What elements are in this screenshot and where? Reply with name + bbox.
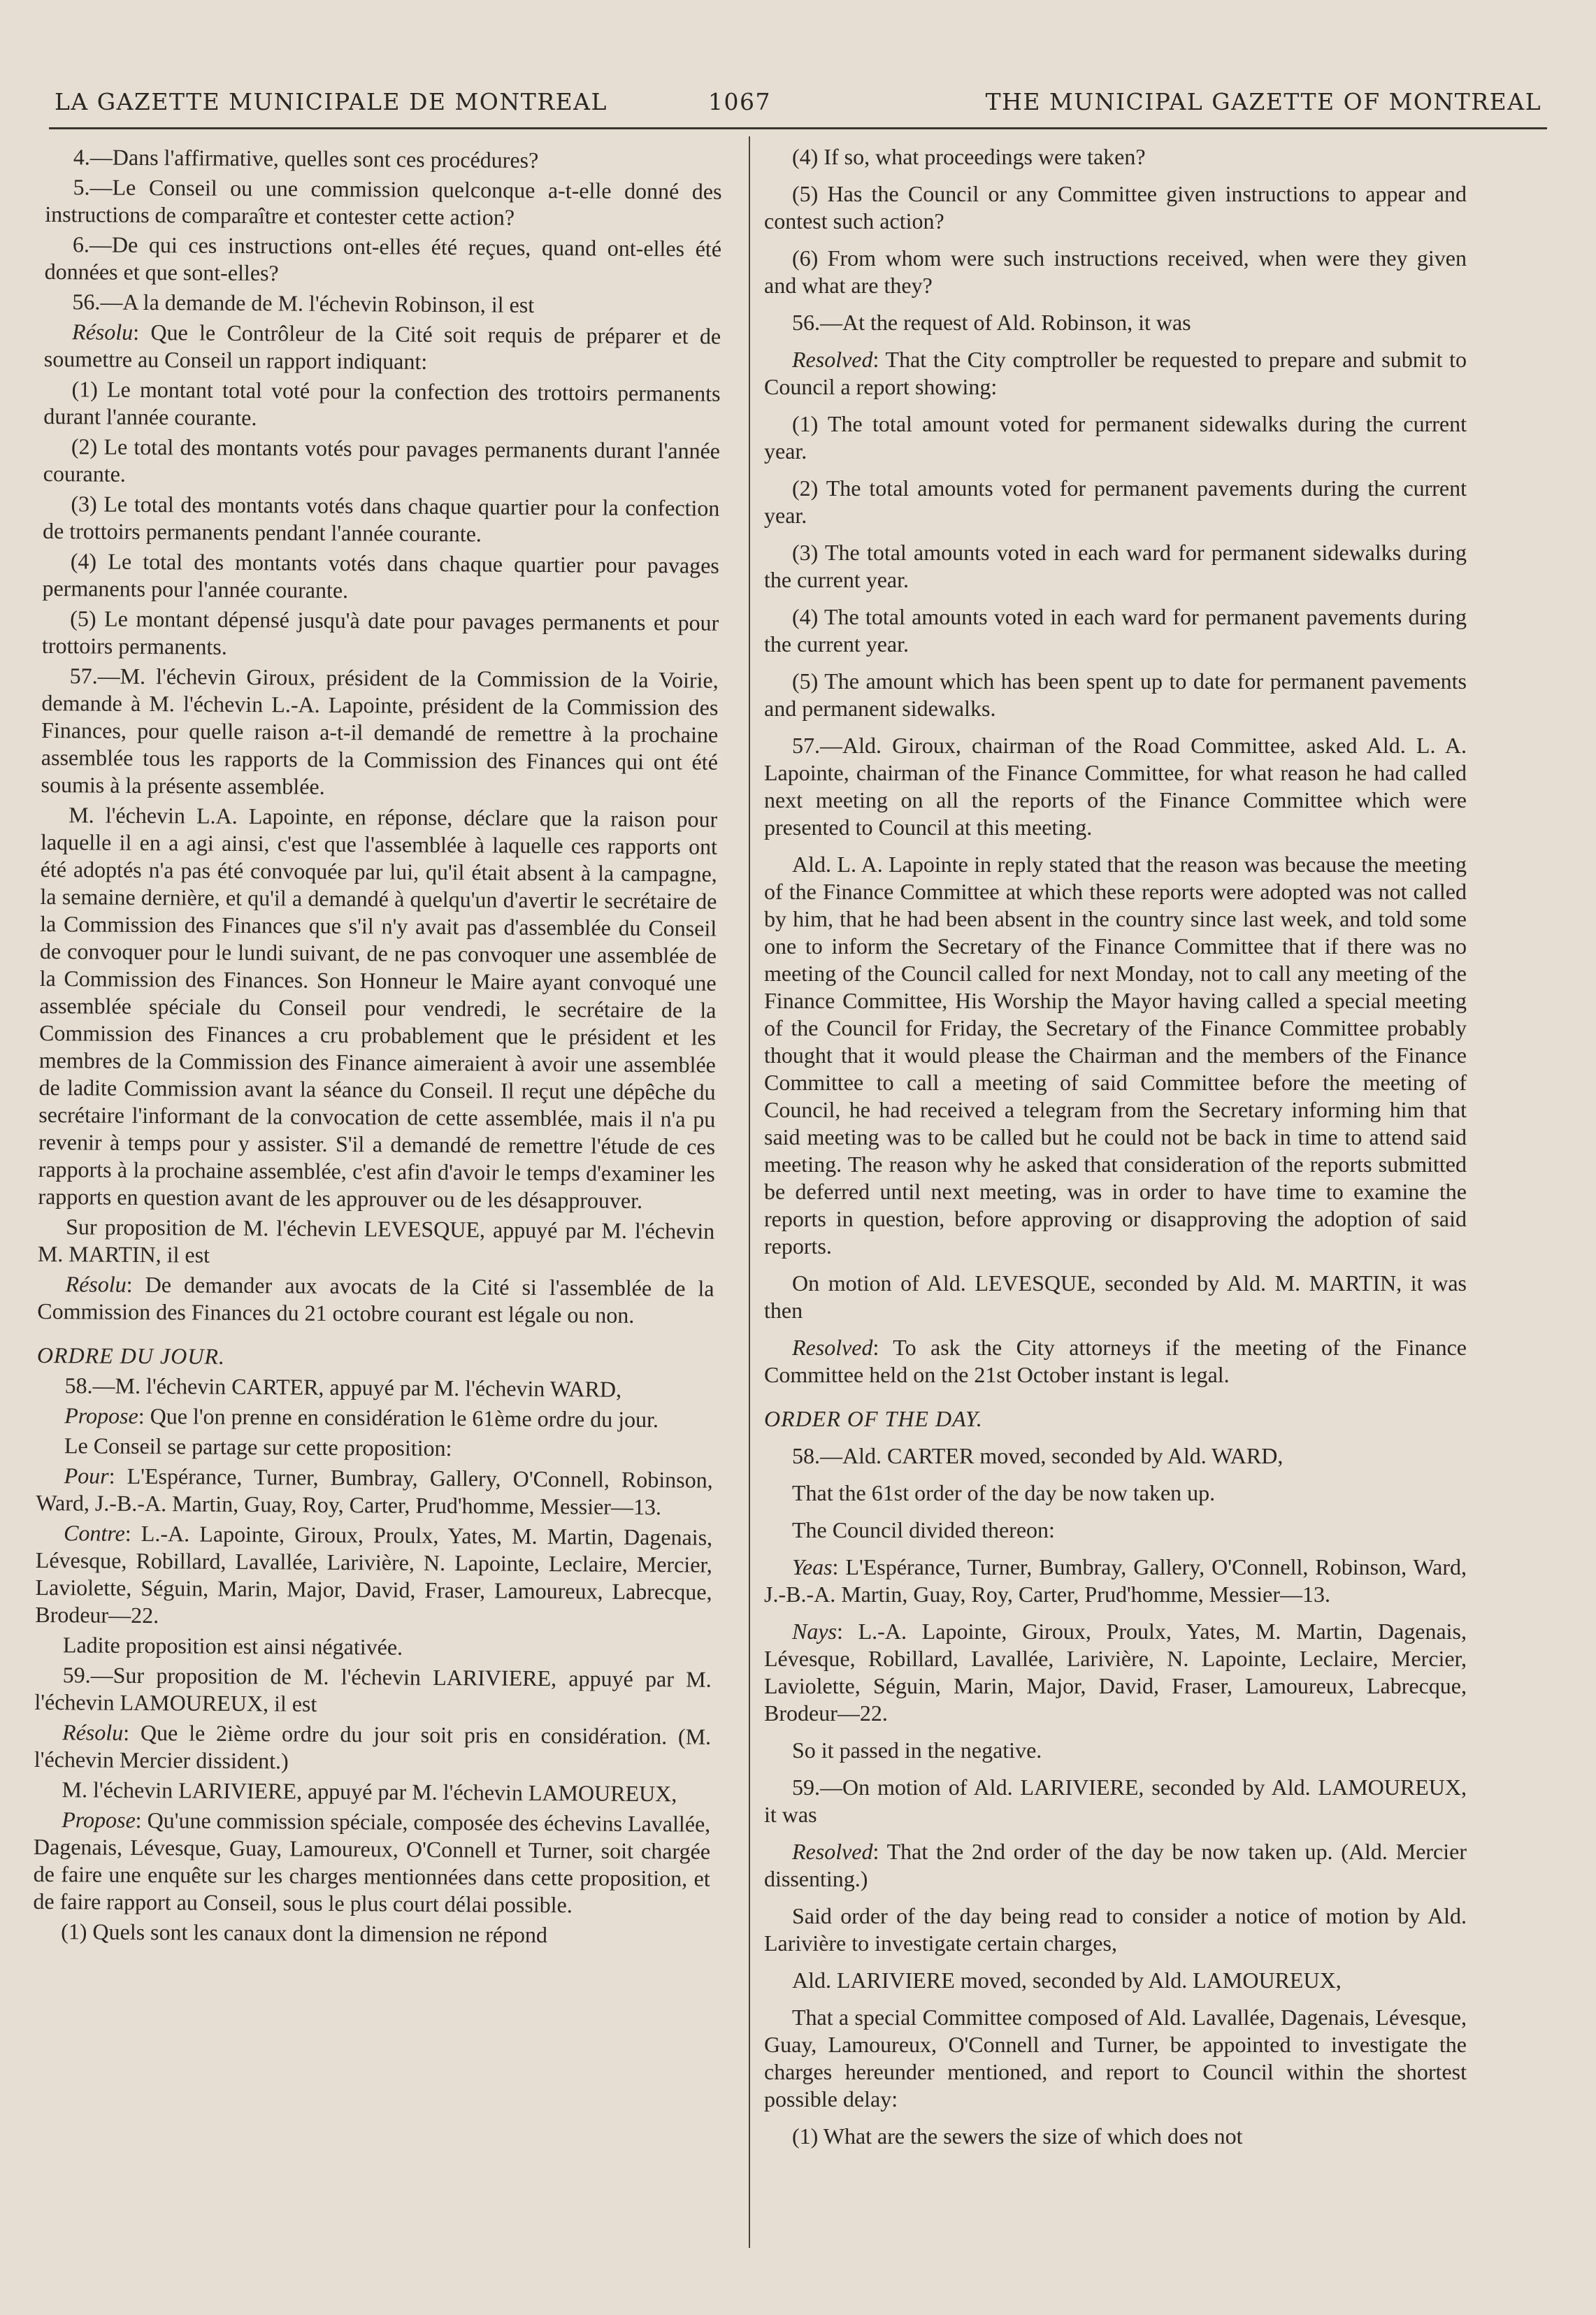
header-english-title: THE MUNICIPAL GAZETTE OF MONTREAL: [985, 88, 1541, 115]
french-paragraph: [36, 1402, 713, 1434]
paragraph-text: 57.—M. l'échevin Giroux, président de la Commission de la Voirie, demande à M. l'échevin L.-A. Lapointe, président de la Commission des Finances, pour quelle raison a-t-il demandé de remettre à la prochaine assemblée tous les rapports de la Commission des Finances qui ont été soumis à la présente assemblée.: [41, 663, 719, 799]
paragraph-text: 56.—A la demande de M. l'échevin Robinson, il est: [72, 289, 535, 317]
paragraph-lead: Contre: [64, 1520, 125, 1546]
paragraph-text: M. l'échevin LARIVIERE, appuyé par M. l'échevin LAMOUREUX,: [62, 1777, 677, 1807]
english-paragraph: [764, 2004, 1467, 2113]
english-paragraph: [764, 1517, 1467, 1544]
english-paragraph: [764, 2123, 1467, 2150]
english-column: [764, 143, 1467, 2160]
english-paragraph: [764, 475, 1467, 529]
french-paragraph: [36, 1432, 713, 1464]
paragraph-lead: Yeas: [792, 1554, 833, 1579]
header-french-title: LA GAZETTE MUNICIPALE DE MONTREAL: [55, 88, 608, 115]
english-paragraph: [764, 1737, 1467, 1764]
paragraph-text: (4) If so, what proceedings were taken?: [792, 144, 1146, 169]
paragraph-text: 57.—Ald. Giroux, chairman of the Road Committee, asked Ald. L. A. Lapointe, chairman of the Finance Committee, for what reason he had called next meeting on all the reports of the Finance Committee which were presented to Council at this meeting.: [764, 733, 1467, 840]
paragraph-text: (3) Le total des montants votés dans chaque quartier pour la confection de trottoirs permanents pendant l'année courante.: [43, 491, 720, 547]
french-paragraph: [36, 1462, 713, 1521]
paragraph-text: : L'Espérance, Turner, Bumbray, Gallery, O'Connell, Robinson, Ward, J.-B.-A. Martin, Guay, Roy, Carter, Prud'homme, Messier—13.: [36, 1463, 713, 1520]
paragraph-text: 59.—On motion of Ald. LARIVIERE, seconded by Ald. LAMOUREUX, it was: [764, 1775, 1467, 1827]
paragraph-text: Said order of the day being read to consider a notice of motion by Ald. Larivière to investigate certain charges,: [764, 1903, 1467, 1956]
page-header: [55, 76, 1541, 124]
paragraph-text: : L.-A. Lapointe, Giroux, Proulx, Yates, M. Martin, Dagenais, Lévesque, Robillard, Lavallée, Larivière, N. Lapointe, Leclaire, Mercier, Laviolette, Séguin, Marin, Major, David, Fraser, Lamoureux, Labrecque, Brodeur—22.: [35, 1520, 713, 1628]
paragraph-text: : Que le 2ième ordre du jour soit pris en considération. (M. l'échevin Mercier dissident.): [34, 1719, 712, 1774]
page-number: 1067: [708, 88, 771, 115]
french-paragraph: [45, 173, 722, 233]
paragraph-text: : Que le Contrôleur de la Cité soit requis de préparer et de soumettre au Conseil un rapport indiquant:: [43, 319, 721, 374]
english-paragraph: [764, 1838, 1467, 1893]
paragraph-text: 59.—Sur proposition de M. l'échevin LARIVIERE, appuyé par M. l'échevin LAMOUREUX, il est: [34, 1662, 712, 1716]
paragraph-text: 4.—Dans l'affirmative, quelles sont ces procédures?: [73, 144, 539, 173]
paragraph-text: Sur proposition de M. l'échevin LEVESQUE, appuyé par M. l'échevin M. MARTIN, il est: [37, 1214, 715, 1268]
french-paragraph: [44, 288, 721, 320]
french-paragraph: [42, 605, 719, 664]
paragraph-text: On motion of Ald. LEVESQUE, seconded by Ald. M. MARTIN, it was then: [764, 1270, 1467, 1323]
french-paragraph: [45, 231, 722, 290]
paragraph-text: (3) The total amounts voted in each ward for permanent sidewalks during the current year.: [764, 540, 1467, 592]
paragraph-text: So it passed in the negative.: [792, 1737, 1042, 1763]
english-paragraph: [764, 1902, 1467, 1957]
french-paragraph: [34, 1661, 712, 1721]
paragraph-text: : Que l'on prenne en considération le 61ème ordre du jour.: [138, 1403, 659, 1433]
paragraph-text: (4) The total amounts voted in each ward for permanent pavements during the current year.: [764, 604, 1467, 657]
french-paragraph: [33, 1918, 710, 1950]
paragraph-text: : L'Espérance, Turner, Bumbray, Gallery, O'Connell, Robinson, Ward, J.-B.-A. Martin, Guay, Roy, Carter, Prud'homme, Messier—13.: [764, 1554, 1467, 1607]
french-section-heading: ORDRE DU JOUR.: [36, 1342, 226, 1369]
paragraph-text: The Council divided thereon:: [792, 1517, 1055, 1542]
paragraph-text: 6.—De qui ces instructions ont-elles été reçues, quand ont-elles été données et que sont-elles?: [44, 231, 722, 286]
english-paragraph: [764, 1270, 1467, 1324]
paragraph-lead: Propose: [64, 1403, 138, 1428]
english-paragraph: [764, 309, 1467, 336]
paragraph-text: (1) The total amount voted for permanent sidewalks during the current year.: [764, 411, 1467, 464]
paragraph-text: (1) Le montant total voté pour la confection des trottoirs permanents durant l'année courante.: [43, 376, 721, 431]
paragraph-text: M. l'échevin L.A. Lapointe, en réponse, déclare que la raison pour laquelle il en a agi ainsi, c'est que l'assemblée à laquelle ces rapports ont été adoptés n'a pas été convoquée par lui, qu'il était absent à la campagne, la semaine dernière, et qu'il a demandé à quelqu'un d'avertir le secrétaire de la Commission des Finances que s'il n'y avait pas d'assemblée du Conseil de convoquer pour le lundi suivant, de ne pas convoquer une assemblée de la Commission des Finances. Son Honneur le Maire ayant convoqué une assemblée spéciale du Conseil pour vendredi, le secrétaire de la Commission des Finances a cru probablement que le président et les membres de la Commission des Finance aimeraient à avoir une assemblée de ladite Commission avant la séance du Conseil. Il reçut une dépêche du secrétaire l'informant de la convocation de cette assemblée, mais il n'a pu revenir à temps pour y assister. S'il a demandé de remettre l'étude de ces rapports à la prochaine assemblée, c'est afin d'avoir le temps d'examiner les rapports en question avant de les approuver ou de les désapprouver.: [38, 802, 718, 1213]
french-paragraph: [38, 801, 717, 1215]
french-paragraph: [35, 1631, 712, 1663]
paragraph-lead: Pour: [64, 1463, 109, 1489]
paragraph-lead: Propose: [62, 1807, 136, 1833]
french-paragraph: [42, 547, 719, 607]
paragraph-text: 58.—M. l'échevin CARTER, appuyé par M. l'échevin WARD,: [64, 1372, 622, 1402]
paragraph-text: (1) Quels sont les canaux dont la dimension ne répond: [61, 1919, 548, 1948]
header-rule: [49, 127, 1547, 129]
english-paragraph: [764, 851, 1467, 1260]
column-divider: [749, 136, 750, 2248]
french-paragraph: [35, 1519, 712, 1633]
french-paragraph: [41, 662, 718, 803]
french-paragraph: [45, 143, 722, 175]
paragraph-text: : That the City comptroller be requested to prepare and submit to Council a report showing:: [764, 347, 1467, 399]
french-paragraph: [33, 1806, 710, 1920]
paragraph-text: 56.—At the request of Ald. Robinson, it was: [792, 310, 1191, 335]
paragraph-text: (4) Le total des montants votés dans chaque quartier pour pavages permanents pour l'année courante.: [42, 548, 719, 603]
paragraph-text: : L.-A. Lapointe, Giroux, Proulx, Yates, M. Martin, Dagenais, Lévesque, Robillard, Lavallée, Larivière, N. Lapointe, Leclaire, Mercier, Laviolette, Séguin, Marin, Major, David, Fraser, Lamoureux, Labrecque, Brodeur—22.: [764, 1619, 1467, 1726]
paragraph-text: (5) Le montant dépensé jusqu'à date pour pavages permanents et pour trottoirs permanents.: [41, 605, 719, 659]
english-paragraph: [764, 1967, 1467, 1994]
english-paragraph: [764, 1554, 1467, 1608]
english-paragraph: [764, 1618, 1467, 1727]
paragraph-text: Ald. L. A. Lapointe in reply stated that the reason was because the meeting of the Finance Committee at which these reports were adopted was not called by him, that he had been absent in the country since last week, and told some one to inform the Secretary of the Finance Committee that if there was no meeting of the Council called for next Monday, not to call any meeting of the Finance Committee, His Worship the Mayor having called a special meeting of the Council for Friday, the Secretary of the Finance Committee probably thought that it would please the Chairman and the members of the Finance Committee to call a meeting of said Committee before the meeting of Council, he had received a telegram from the Secretary informing him that said meeting was to be called but he could not be back in time to attend said meeting. The reason why he asked that consideration of the reports submitted be deferred until next meeting, was in order to have time to examine the reports in question, before approving or disapproving the adoption of said reports.: [764, 852, 1467, 1259]
paragraph-text: Le Conseil se partage sur cette proposition:: [64, 1433, 452, 1461]
paragraph-lead: Nays: [792, 1619, 837, 1644]
french-paragraph: [43, 490, 720, 550]
paragraph-lead: Résolu: [62, 1719, 124, 1745]
paragraph-text: : That the 2nd order of the day be now taken up. (Ald. Mercier dissenting.): [764, 1839, 1467, 1891]
french-paragraph: [34, 1719, 712, 1778]
paragraph-text: That the 61st order of the day be now taken up.: [792, 1480, 1216, 1505]
paragraph-text: 58.—Ald. CARTER moved, seconded by Ald. WARD,: [792, 1443, 1284, 1468]
french-column: [33, 143, 722, 1953]
english-paragraph: [764, 245, 1467, 299]
paragraph-lead: Résolu: [71, 319, 134, 345]
paragraph-text: : To ask the City attorneys if the meeting of the Finance Committee held on the 21st October instant is legal.: [764, 1335, 1467, 1387]
english-paragraph: [764, 539, 1467, 594]
french-paragraph: [36, 1372, 713, 1404]
english-paragraph: [764, 1334, 1467, 1389]
english-paragraph: [764, 1479, 1467, 1507]
english-paragraph: [764, 410, 1467, 465]
paragraph-text: : Qu'une commission spéciale, composée des échevins Lavallée, Dagenais, Lévesque, Guay, Lamoureux, O'Connell et Turner, soit chargée de faire une enquête sur les charges mentionnées dans cette proposition, et de faire rapport au Conseil, sous le plus court délai possible.: [33, 1807, 711, 1918]
paragraph-text: : De demander aux avocats de la Cité si l'assemblée de la Commission des Finances du 21 octobre courant est légale ou non.: [37, 1271, 714, 1328]
paragraph-text: (5) The amount which has been spent up to date for permanent pavements and permanent sidewalks.: [764, 668, 1467, 721]
paragraph-text: 5.—Le Conseil ou une commission quelconque a-t-elle donné des instructions de comparaître et contester cette action?: [45, 174, 722, 230]
english-paragraph: [764, 1774, 1467, 1828]
french-paragraph: [44, 318, 721, 378]
french-paragraph: [38, 1213, 715, 1273]
paragraph-text: (2) Le total des montants votés pour pavages permanents durant l'année courante.: [43, 433, 721, 487]
french-paragraph: [37, 1270, 714, 1330]
french-paragraph: [43, 433, 721, 492]
english-paragraph: [764, 1442, 1467, 1470]
paragraph-lead: Resolved: [792, 1335, 873, 1360]
paragraph-text: Ladite proposition est ainsi négativée.: [62, 1632, 403, 1660]
english-paragraph: [764, 143, 1467, 171]
paragraph-lead: Resolved: [792, 347, 873, 372]
french-paragraph: [34, 1776, 710, 1808]
paragraph-text: That a special Committee composed of Ald. Lavallée, Dagenais, Lévesque, Guay, Lamoureux, O'Connell and Turner, be appointed to investigate the charges hereunder mentioned, and report to Council within the shortest possible delay:: [764, 2005, 1467, 2112]
english-paragraph: [764, 346, 1467, 401]
paragraph-text: (6) From whom were such instructions received, when were they given and what are they?: [764, 245, 1467, 298]
english-paragraph: [764, 603, 1467, 658]
french-paragraph: [43, 375, 721, 435]
paragraph-text: Ald. LARIVIERE moved, seconded by Ald. LAMOUREUX,: [792, 1968, 1342, 1993]
english-section-heading: ORDER OF THE DAY.: [764, 1406, 983, 1431]
paragraph-text: (1) What are the sewers the size of which does not: [792, 2123, 1243, 2149]
paragraph-lead: Résolu: [65, 1271, 127, 1297]
paragraph-text: (5) Has the Council or any Committee given instructions to appear and contest such action?: [764, 181, 1467, 234]
paragraph-text: (2) The total amounts voted for permanent pavements during the current year.: [764, 475, 1467, 528]
paragraph-lead: Resolved: [792, 1839, 873, 1864]
english-paragraph: [764, 732, 1467, 841]
english-paragraph: [764, 668, 1467, 722]
english-paragraph: [764, 180, 1467, 235]
